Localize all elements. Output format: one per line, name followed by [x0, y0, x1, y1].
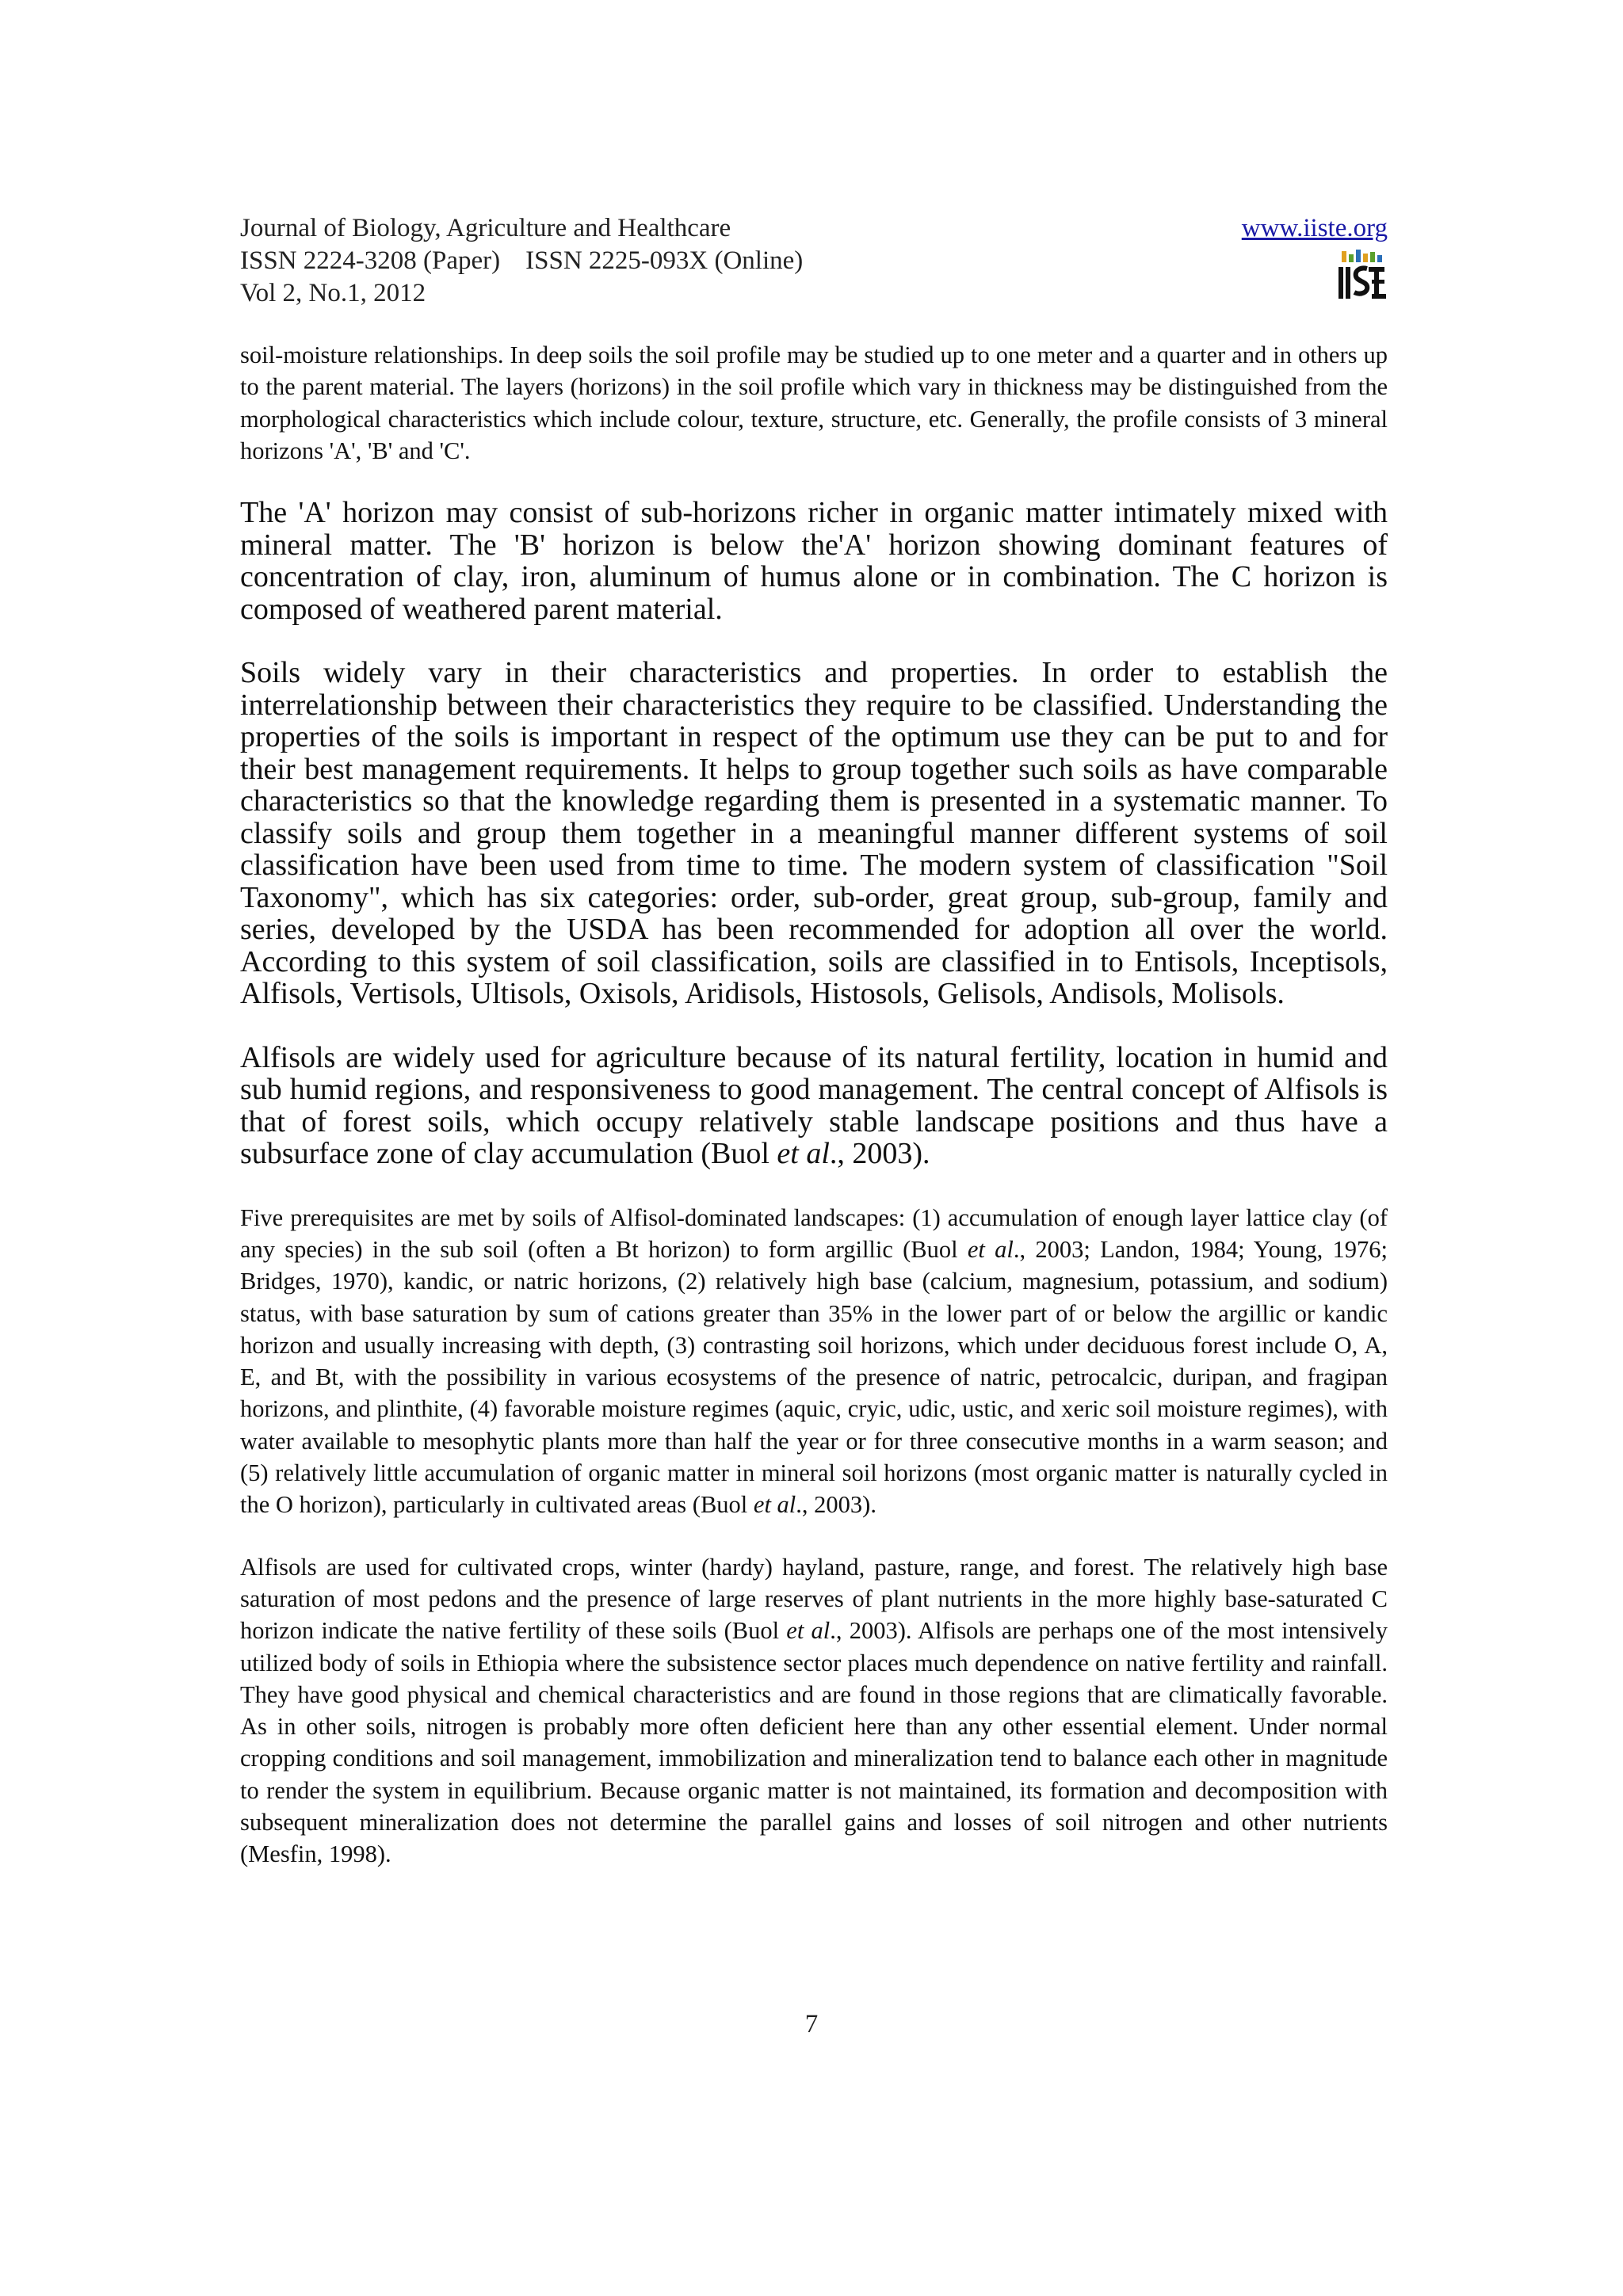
text-run: ., 2003).: [796, 1491, 876, 1519]
issn-online: ISSN 2225-093X (Online): [525, 246, 804, 275]
header-right: [1242, 212, 1388, 309]
iiste-logo: [1337, 250, 1388, 305]
citation-etal: et al: [786, 1617, 831, 1645]
issn-line: [240, 245, 803, 277]
paragraph-alfisols-agriculture: [240, 1042, 1388, 1170]
citation-etal: et al: [753, 1491, 796, 1519]
text-run: ., 2003).: [829, 1137, 930, 1171]
page-number: 7: [804, 2010, 819, 2039]
paragraph-soil-profile: soil-moisture relationships. In deep soils the soil profile may be studied up to one meter and a quarter and in others up to the parent material. The layers (horizons) in the soil profile which vary in thickness may be distinguished from the morphological characteristics which include colour, texture, structure, etc. Generally, the profile consists of 3 mineral horizons 'A', 'B' and 'C'.: [240, 341, 1388, 464]
volume-info: Vol 2, No.1, 2012: [240, 279, 426, 307]
paragraph-a-horizon: The 'A' horizon may consist of sub-horizons richer in organic matter intimately mixed with mineral matter. The 'B' horizon is below the'A' horizon showing dominant features of concentration of clay, iron, aluminum of humus alone or in combination. The C horizon is composed of weathered parent material.: [240, 496, 1388, 626]
paragraph-alfisol-uses: [240, 1551, 1388, 1871]
page-header: [240, 212, 1388, 315]
journal-title: Journal of Biology, Agriculture and Healthcare: [240, 214, 731, 242]
text-run: Five prerequisites are met by soils of Alfisol-dominated landscapes: (1) accumulation of enough layer lattice clay (of any species) in the sub soil (often a Bt horizon) to form argillic (Buol: [240, 1203, 1388, 1263]
text-run: ., 2003). Alfisols are perhaps one of the most intensively utilized body of soils in Ethiopia where the subsistence sector places much dependence on native fertility and rainfall. They have good physical and chemical characteristics and are found in those regions that are climatically favorable. As in other soils, nitrogen is probably more often deficient here than any other essential element. Under normal cropping conditions and soil management, immobilization and mineralization tend to balance each other in magnitude to render the system in equilibrium. Because organic matter is not maintained, its formation and decomposition with subsequent mineralization does not determine the parallel gains and losses of soil nitrogen and other nutrients (Mesfin, 1998).: [240, 1617, 1388, 1868]
paragraph-alfisol-prerequisites: [240, 1202, 1388, 1521]
journal-info: [240, 212, 803, 310]
citation-etal: et al: [777, 1137, 830, 1171]
text-run: ., 2003; Landon, 1984; Young, 1976; Bridges, 1970), kandic, or natric horizons, (2) relatively high base (calcium, magnesium, potassium, and sodium) status, with base saturation by sum of cations greater than 35% in the lower part of or below the argillic or kandic horizon and usually increasing with depth, (3) contrasting soil horizons, which under deciduous forest include O, A, E, and Bt, with the possibility in various ecosystems of the presence of natric, petrocalcic, duripan, and fragipan horizons, and plinthite, (4) favorable moisture regimes (aquic, cryic, udic, ustic, and xeric soil moisture regimes), with water available to mesophytic plants more than half the year or for three consecutive months in a warm season; and (5) relatively little accumulation of organic matter in mineral soil horizons (most organic matter is naturally cycled in the O horizon), particularly in cultivated areas (Buol: [240, 1235, 1388, 1519]
website-link[interactable]: www.iiste.org: [1241, 214, 1388, 242]
citation-etal: et al: [967, 1235, 1014, 1263]
text-run: Alfisols are widely used for agriculture because of its natural fertility, location in humid and sub humid regions, and responsiveness to good management. The central concept of Alfisols is that of forest soils, which occupy relatively stable landscape positions and thus have a subsurface zone of clay accumulation (Buol: [240, 1040, 1388, 1171]
paragraph-soil-classification: Soils widely vary in their characteristics and properties. In order to establish the interrelationship between their characteristics they require to be classified. Understanding the properties of the soils is important in respect of the optimum use they can be put to and for their best management requirements. It helps to group together such soils as have comparable characteristics so that the knowledge regarding them is presented in a systematic manner. To classify soils and group them together in a meaningful manner different systems of soil classification have been used from time to time. The modern system of classification "Soil Taxonomy", which has six categories: order, sub-order, great group, sub-group, family and series, developed by the USDA has been recommended for adoption all over the world. According to this system of soil classification, soils are classified in to Entisols, Inceptisols, Alfisols, Vertisols, Ultisols, Oxisols, Aridisols, Histosols, Gelisols, Andisols, Molisols.: [240, 656, 1388, 1011]
issn-paper: ISSN 2224-3208 (Paper): [240, 246, 501, 275]
article-body: [240, 339, 1388, 1871]
text-run: Alfisols are used for cultivated crops, winter (hardy) hayland, pasture, range, and forest. The relatively high base saturation of most pedons and the presence of large reserves of plant nutrients in the more highly base-saturated C horizon indicate the native fertility of these soils (Buol: [240, 1553, 1388, 1645]
